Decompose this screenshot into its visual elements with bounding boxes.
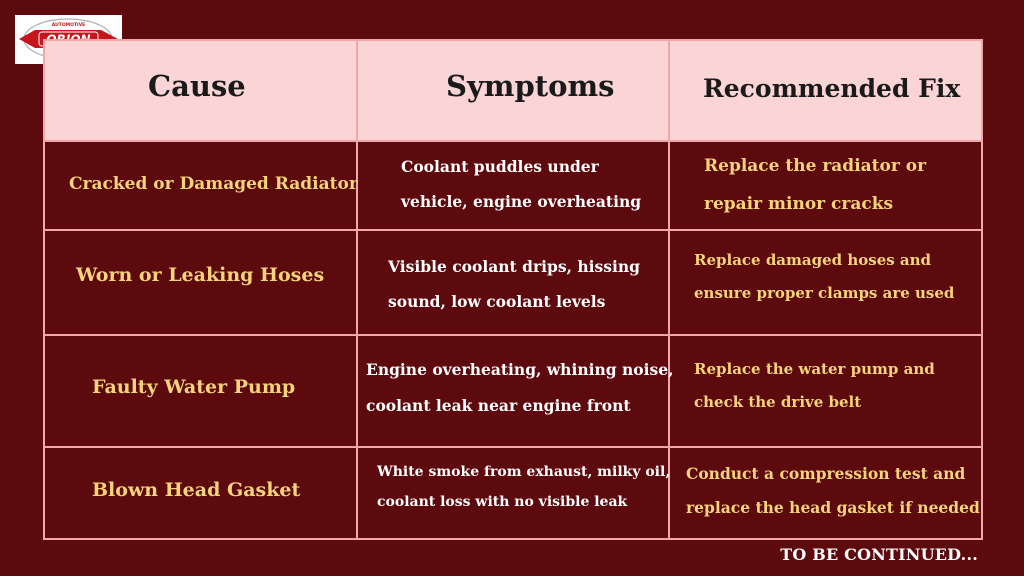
to-be-continued-text: TO BE CONTINUED... xyxy=(780,545,978,564)
symptoms-line-1: Coolant puddles under xyxy=(401,157,599,176)
header-fix xyxy=(669,40,982,141)
cause-text: Blown Head Gasket xyxy=(92,479,301,501)
fix-line-1: Replace the water pump and xyxy=(694,360,935,378)
fix-line-2: check the drive belt xyxy=(694,393,862,411)
header-symptoms xyxy=(357,40,669,141)
cause-text: Cracked or Damaged Radiator xyxy=(69,174,358,194)
symptoms-line-1: Visible coolant drips, hissing xyxy=(388,257,640,276)
fix-line-2: ensure proper clamps are used xyxy=(694,284,955,302)
symptoms-line-2: sound, low coolant levels xyxy=(388,292,606,311)
fix-cell xyxy=(669,230,982,335)
causes-table xyxy=(43,39,983,540)
symptoms-line-2: vehicle, engine overheating xyxy=(401,192,642,211)
fix-cell xyxy=(669,141,982,230)
fix-line-1: Replace the radiator or xyxy=(704,156,927,176)
fix-line-2: repair minor cracks xyxy=(704,194,894,214)
cause-text: Faulty Water Pump xyxy=(92,376,296,398)
header-fix-label: Recommended Fix xyxy=(703,74,961,103)
logo-top-text: AUTOMOTIVE xyxy=(51,23,86,28)
symptoms-line-2: coolant loss with no visible leak xyxy=(377,494,628,510)
header-cause xyxy=(44,40,357,141)
symptoms-line-2: coolant leak near engine front xyxy=(366,396,631,415)
table-row xyxy=(44,447,982,539)
fix-cell xyxy=(669,335,982,447)
symptoms-line-1: Engine overheating, whining noise, xyxy=(366,360,674,379)
table-row xyxy=(44,141,982,230)
table-header-row xyxy=(44,40,982,141)
cause-cell xyxy=(44,447,357,539)
cause-cell xyxy=(44,230,357,335)
symptoms-cell xyxy=(357,335,674,447)
symptoms-cell xyxy=(357,447,669,539)
fix-cell xyxy=(669,447,982,539)
fix-line-1: Conduct a compression test and xyxy=(686,464,966,483)
fix-line-1: Replace damaged hoses and xyxy=(694,251,932,269)
cause-cell xyxy=(44,335,357,447)
table-row xyxy=(44,230,982,335)
cause-cell xyxy=(44,141,357,230)
table-row xyxy=(44,335,982,447)
header-symptoms-label: Symptoms xyxy=(446,69,615,103)
header-cause-label: Cause xyxy=(148,69,246,103)
symptoms-cell xyxy=(357,141,669,230)
symptoms-cell xyxy=(357,230,669,335)
cause-text: Worn or Leaking Hoses xyxy=(76,264,325,286)
fix-line-2: replace the head gasket if needed xyxy=(686,498,980,517)
symptoms-line-1: White smoke from exhaust, milky oil, xyxy=(377,464,671,480)
